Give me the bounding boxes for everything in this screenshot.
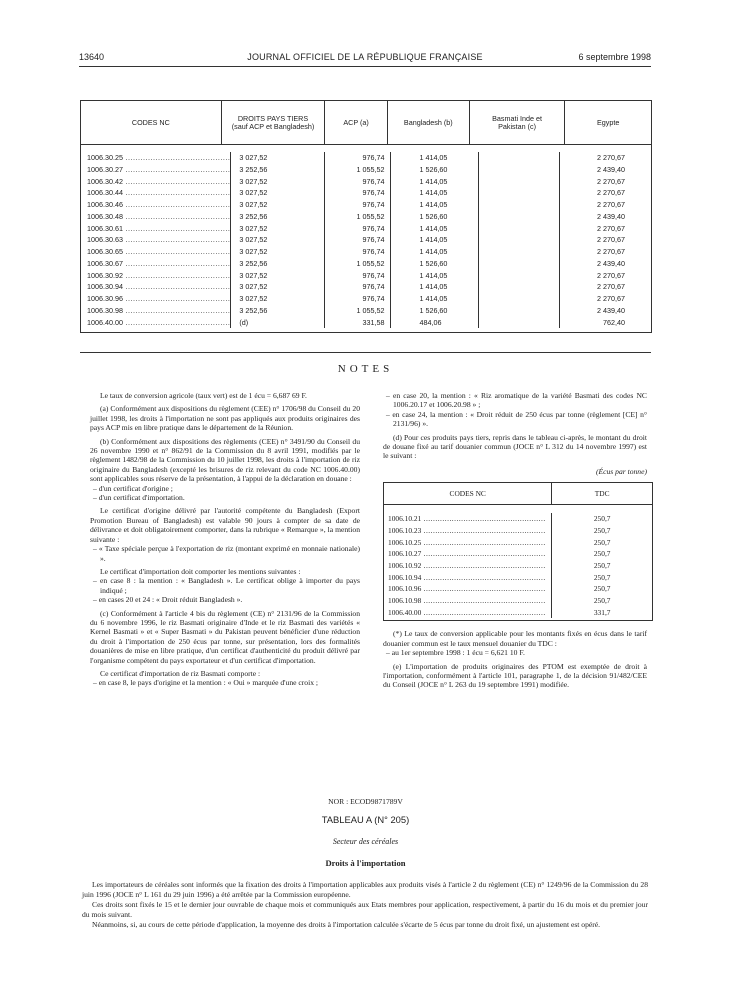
- value-cell: 1 414,05: [419, 294, 448, 303]
- paragraph: (d) Pour ces produits pays tiers, repris dans le tableau ci-après, le montant du droit de douane fixé au tarif douanier commun (JOCE n° L 312 du 14 novembre 1997) est le suivant :: [383, 432, 647, 461]
- value-cell: 3 027,52: [239, 223, 268, 233]
- paragraph: Ces droits sont fixés le 15 et le dernier jour ouvrable de chaque mois et communiqués aux Etats membres pour application, respectivement, à partir du 16 du mois et du premier jour du mois suivant.: [82, 900, 648, 919]
- notes-title: NOTES: [337, 363, 394, 375]
- table-bottom-rule: [80, 352, 651, 353]
- list-item: – en case 24, la mention : « Droit réduit de 250 écus par tonne (règlement [CE] n° 2131/96) ».: [386, 409, 647, 429]
- value-cell: 1 526,60: [419, 164, 448, 174]
- value-cell: 1 055,52: [356, 305, 385, 315]
- code-cell: [81, 317, 230, 329]
- value-cell: 1 414,05: [419, 176, 448, 186]
- value-cell: 1 414,05: [419, 270, 448, 280]
- paragraph: Le taux de conversion agricole (taux vert) est de 1 écu = 6,687 69 F.: [100, 391, 307, 400]
- value-cell: [479, 187, 559, 199]
- tdc-code-text: 1006.10.25: [388, 537, 422, 547]
- tdc-code-text: 1006.40.00: [388, 607, 422, 617]
- leader-dots: ..........................................: [122, 247, 231, 256]
- column-bangladesh: [390, 152, 478, 328]
- value-cell: 976,74: [362, 153, 385, 162]
- value-cell: [479, 176, 559, 188]
- value-cell: 1 414,05: [419, 200, 448, 209]
- code-cell: [81, 164, 230, 176]
- tdc-code-text: 1006.10.94: [388, 572, 422, 582]
- value-cell: 976,74: [362, 188, 385, 198]
- leader-dots: ..........................................: [122, 211, 231, 221]
- list-item: – en cases 20 et 24 : « Droit réduit Bangladesh ».: [93, 595, 243, 605]
- code-cell: [81, 223, 230, 235]
- value-cell: 3 252,56: [239, 211, 268, 221]
- list-item: – en case 8, le pays d'origine et la mention : « Oui » marquée d'une croix ;: [93, 678, 318, 688]
- value-cell: 2 270,67: [597, 153, 625, 162]
- value-cell: 2 270,67: [597, 235, 625, 245]
- header-acp: ACP (a): [324, 101, 386, 144]
- code-text: 1006.30.25: [87, 153, 123, 162]
- column-basmati: [478, 152, 559, 328]
- leader-dots: ..........................................: [122, 305, 231, 315]
- code-text: 1006.30.92: [87, 270, 123, 280]
- value-cell: 2 270,67: [597, 188, 625, 198]
- tdc-code-cell: [384, 548, 551, 560]
- list-item: – au 1er septembre 1998 : 1 écu = 6,621 10 F.: [386, 648, 525, 658]
- paragraph: Ce certificat d'importation de riz Basmati comporte :: [100, 668, 261, 678]
- code-cell: [81, 152, 230, 164]
- code-cell: [81, 293, 230, 305]
- value-cell: [479, 270, 559, 282]
- value-cell: 3 027,52: [239, 294, 268, 303]
- code-cell: [81, 305, 230, 317]
- value-cell: 3 027,52: [239, 188, 268, 198]
- droits-title: Droits à l'importation: [325, 858, 406, 868]
- paragraph: (a) Conformément aux dispositions du règlement (CEE) n° 1706/98 du Conseil du 20 juillet 1998, les droits à l'importation ne sont pas appliqués aux produits originaires des pays ACP mis en libre pratique dans le département de la Réunion.: [90, 404, 360, 433]
- code-cell: [81, 176, 230, 188]
- tdc-header-tdc: TDC: [594, 489, 610, 499]
- tdc-code-cell: [384, 595, 551, 607]
- code-text: 1006.30.67: [87, 258, 123, 268]
- value-cell: 2 270,67: [597, 270, 625, 280]
- duties-table-body: [81, 145, 651, 332]
- column-third-country: [230, 152, 323, 328]
- leader-dots: ....................................................: [421, 572, 546, 582]
- paragraph: (*) Le taux de conversion applicable pour les montants fixés en écus dans le tarif douanier commun est le taux mensuel douanier du TDC :: [383, 629, 647, 648]
- tdc-code-cell: [384, 572, 551, 584]
- tdc-value-cell: 250,7: [593, 572, 611, 582]
- page-number: 13640: [79, 52, 105, 62]
- tdc-value-cell: 250,7: [593, 525, 611, 535]
- value-cell: 3 027,52: [239, 176, 268, 186]
- tdc-value-cell: 250,7: [593, 596, 611, 606]
- value-cell: 2 439,40: [597, 164, 625, 174]
- list-item: – en case 8 : la mention : « Bangladesh ». Le certificat oblige à importer du pays indiqué ;: [93, 576, 360, 595]
- duties-table: [80, 100, 652, 333]
- tdc-code-text: 1006.10.23: [388, 525, 422, 535]
- leader-dots: ..........................................: [122, 294, 231, 303]
- value-cell: 1 414,05: [419, 153, 448, 162]
- value-cell: [479, 223, 559, 235]
- value-cell: 1 055,52: [356, 164, 385, 174]
- tdc-code-text: 1006.10.98: [388, 596, 422, 606]
- tdc-value-cell: 331,7: [593, 607, 611, 617]
- header-third-country: DROITS PAYS TIERS (sauf ACP et Bangladesh): [221, 101, 325, 144]
- value-cell: 1 055,52: [356, 211, 385, 221]
- value-cell: 484,06: [419, 317, 442, 327]
- code-cell: [81, 246, 230, 258]
- code-text: 1006.30.98: [87, 305, 123, 315]
- tdc-value-cell: 250,7: [593, 584, 611, 594]
- paragraph: (c) Conformément à l'article 4 bis du règlement (CE) n° 2131/96 de la Commission du 6 novembre 1996, le riz Basmati originaire d'Inde et le riz Basmati des variétés « Kernel Basmati » et « Super Basmati » du Pakistan peuvent bénéficier d'une réduction du droit à l'importation de 250 écus par tonne, sur présentation, lors des formalités douanières de mise en libre pratique, d'un certificat d'authenticité du produit délivré par l'organisme compétent du pays exportateur et d'un certificat d'importation.: [90, 608, 360, 665]
- code-cell: [81, 281, 230, 293]
- tdc-code-text: 1006.10.27: [388, 549, 422, 559]
- code-text: 1006.30.48: [87, 211, 123, 221]
- value-cell: 3 027,52: [239, 270, 268, 280]
- header-bangladesh: Bangladesh (b): [387, 101, 469, 144]
- leader-dots: ....................................................: [421, 549, 546, 559]
- value-cell: [479, 258, 559, 270]
- value-cell: 976,74: [362, 247, 385, 256]
- value-cell: [479, 305, 559, 317]
- tdc-value-cell: 250,7: [593, 561, 611, 570]
- value-cell: 3 027,52: [239, 235, 268, 245]
- code-text: 1006.30.46: [87, 200, 123, 209]
- value-cell: 3 027,52: [239, 282, 268, 292]
- leader-dots: ..........................................: [122, 200, 231, 209]
- value-cell: 1 526,60: [419, 211, 448, 221]
- code-cell: [81, 234, 230, 246]
- value-cell: 1 526,60: [419, 305, 448, 315]
- value-cell: [479, 293, 559, 305]
- tdc-code-text: 1006.10.96: [388, 584, 422, 594]
- header-basmati: Basmati Inde et Pakistan (c): [469, 101, 565, 144]
- tdc-code-text: 1006.10.92: [388, 561, 422, 570]
- paragraph: Néanmoins, si, au cours de cette période d'application, la moyenne des droits à l'importation calculée s'écarte de 5 écus par tonne du droit fixé, un ajustement est opéré.: [92, 920, 601, 930]
- leader-dots: ....................................................: [421, 561, 546, 570]
- value-cell: 3 252,56: [239, 164, 268, 174]
- value-cell: [479, 246, 559, 258]
- paragraph: Les importateurs de céréales sont informés que la fixation des droits à l'importation applicables aux produits visés à l'article 2 du règlement (CE) n° 1249/96 de la Commission du 28 juin 1996 (JOCE n° L 161 du 29 juin 1996) a été arrêtée par la Commission européenne.: [82, 880, 648, 899]
- value-cell: [479, 164, 559, 176]
- notes-left-column: [90, 391, 360, 688]
- page-header: [79, 52, 651, 66]
- nor-reference: [0, 797, 731, 806]
- paragraph: (b) Conformément aux dispositions des règlements (CEE) n° 3491/90 du Conseil du 26 novembre 1990 et n° 862/91 de la Commission du 8 avril 1991, modifiés par le règlement 1482/98 de la Commission du 10 juillet 1998, les droits à l'importation de riz originaire du Bangladesh (excepté les brisures de riz relevant du code NC 1006.40.00) sont applicables sous réserve de la présentation, à l'appui de la déclaration en douane :: [90, 436, 360, 484]
- leader-dots: ..........................................: [122, 223, 231, 233]
- tdc-code-cell: [384, 513, 551, 525]
- tdc-values-column: [552, 513, 652, 618]
- leader-dots: ....................................................: [421, 596, 546, 606]
- value-cell: 2 270,67: [597, 200, 625, 209]
- tdc-table: [383, 482, 653, 621]
- value-cell: 2 270,67: [597, 223, 625, 233]
- notes-right-bottom: [383, 629, 647, 689]
- value-cell: 976,74: [362, 200, 385, 209]
- journal-title: JOURNAL OFFICIEL DE LA RÉPUBLIQUE FRANÇAISE: [247, 52, 483, 62]
- leader-dots: ..........................................: [122, 270, 231, 280]
- tdc-codes-column: [384, 513, 552, 618]
- leader-dots: ....................................................: [421, 607, 546, 617]
- value-cell: 1 414,05: [419, 282, 448, 292]
- leader-dots: ..........................................: [122, 176, 231, 186]
- value-cell: 976,74: [362, 282, 385, 292]
- value-cell: 1 414,05: [419, 223, 448, 233]
- header-egypt: Egypte: [564, 101, 651, 144]
- code-text: 1006.30.94: [87, 282, 123, 292]
- leader-dots: ....................................................: [421, 537, 546, 547]
- sector-title: Secteur des céréales: [332, 837, 399, 846]
- code-text: 1006.30.96: [87, 294, 123, 303]
- leader-dots: ..........................................: [122, 282, 231, 292]
- tdc-code-cell: [384, 525, 551, 537]
- value-cell: 976,74: [362, 235, 385, 245]
- code-text: 1006.30.44: [87, 188, 123, 198]
- value-cell: 1 055,52: [356, 258, 385, 268]
- value-cell: 3 027,52: [239, 153, 268, 162]
- code-text: 1006.40.00: [87, 317, 123, 327]
- value-cell: 3 027,52: [239, 247, 268, 256]
- value-cell: 976,74: [362, 270, 385, 280]
- leader-dots: ..........................................: [122, 317, 231, 327]
- value-cell: [479, 211, 559, 223]
- code-text: 1006.30.65: [87, 247, 123, 256]
- code-text: 1006.30.63: [87, 235, 123, 245]
- paragraph: Le certificat d'importation doit comporter les mentions suivantes :: [100, 566, 301, 576]
- value-cell: 2 439,40: [597, 305, 625, 315]
- code-cell: [81, 258, 230, 270]
- value-cell: [479, 317, 559, 329]
- value-cell: 3 252,56: [239, 305, 268, 315]
- tdc-code-cell: [384, 560, 551, 572]
- value-cell: 2 270,67: [597, 294, 625, 303]
- value-cell: [479, 234, 559, 246]
- leader-dots: ..........................................: [122, 164, 231, 174]
- column-codes: [81, 152, 230, 328]
- leader-dots: ....................................................: [421, 584, 546, 594]
- code-cell: [81, 211, 230, 223]
- leader-dots: ..........................................: [122, 188, 231, 198]
- tdc-table-header: [384, 483, 652, 505]
- value-cell: [479, 281, 559, 293]
- nor-text: NOR : ECOD9871789V: [328, 797, 403, 806]
- value-cell: 331,58: [362, 317, 385, 327]
- tdc-value-cell: 250,7: [593, 549, 611, 559]
- code-text: 1006.30.61: [87, 223, 123, 233]
- code-text: 1006.30.42: [87, 176, 123, 186]
- list-item: – d'un certificat d'importation.: [93, 493, 185, 503]
- value-cell: 2 270,67: [597, 176, 625, 186]
- code-cell: [81, 270, 230, 282]
- value-cell: 1 414,05: [419, 188, 448, 198]
- value-cell: (d): [239, 317, 249, 327]
- tdc-code-cell: [384, 607, 551, 619]
- tdc-header-codes: CODES NC: [384, 483, 552, 504]
- leader-dots: ..........................................: [122, 235, 231, 245]
- issue-date: 6 septembre 1998: [578, 52, 651, 62]
- leader-dots: ....................................................: [421, 514, 546, 524]
- value-cell: 976,74: [362, 294, 385, 303]
- paragraph: Le certificat d'origine délivré par l'autorité compétente du Bangladesh (Export Promotion Bureau of Bangladesh) est valable 90 jours à compter de sa date de délivrance et doit obligatoirement comporter, dans la rubrique « Remarque », la mention suivante :: [90, 506, 360, 544]
- value-cell: 3 027,52: [239, 200, 268, 209]
- tdc-table-body: [384, 505, 652, 620]
- column-acp: [324, 152, 391, 328]
- paragraph: (e) L'importation de produits originaires des PTOM est exemptée de droit à l'importation, conformément à l'article 101, paragraphe 1, de la décision 91/482/CEE du Conseil (JOCE n° L 263 du 19 septembre 1991) modifiée.: [383, 661, 647, 690]
- value-cell: 2 439,40: [597, 258, 625, 268]
- value-cell: 976,74: [362, 176, 385, 186]
- tdc-value-cell: 250,7: [593, 514, 611, 524]
- value-cell: 2 270,67: [597, 282, 625, 292]
- value-cell: 1 414,05: [419, 235, 448, 245]
- code-cell: [81, 187, 230, 199]
- bottom-text: [82, 880, 648, 931]
- value-cell: 2 270,67: [597, 247, 625, 256]
- small-table-unit: (Écus par tonne): [595, 466, 647, 476]
- list-item: – en case 20, la mention : « Riz aromatique de la variété Basmati des codes NC 1006.20.17 et 1006.20.98 » ;: [386, 391, 647, 410]
- value-cell: 1 414,05: [419, 247, 448, 256]
- value-cell: 762,40: [603, 317, 625, 327]
- value-cell: [479, 199, 559, 211]
- notes-right-top: [383, 391, 647, 461]
- notes-right-column: [383, 391, 647, 690]
- value-cell: 976,74: [362, 223, 385, 233]
- leader-dots: ....................................................: [421, 525, 546, 535]
- code-text: 1006.30.27: [87, 164, 123, 174]
- column-egypt: [559, 152, 651, 328]
- tdc-code-text: 1006.10.21: [388, 514, 422, 524]
- leader-dots: ..........................................: [122, 153, 231, 162]
- tdc-code-cell: [384, 537, 551, 549]
- value-cell: 1 526,60: [419, 258, 448, 268]
- code-cell: [81, 199, 230, 211]
- header-rule: [79, 66, 651, 67]
- tdc-value-cell: 250,7: [593, 537, 611, 547]
- tdc-code-cell: [384, 583, 551, 595]
- list-item: – d'un certificat d'origine ;: [93, 483, 173, 493]
- list-item: – « Taxe spéciale perçue à l'exportation de riz (montant exprimé en monnaie nationale) ».: [93, 544, 360, 563]
- leader-dots: ..........................................: [122, 258, 231, 268]
- value-cell: 2 439,40: [597, 211, 625, 221]
- duties-table-header: [81, 101, 651, 145]
- header-codes-nc: CODES NC: [131, 117, 170, 127]
- value-cell: [479, 152, 559, 164]
- tableau-title: TABLEAU A (N° 205): [321, 814, 410, 825]
- value-cell: 3 252,56: [239, 258, 268, 268]
